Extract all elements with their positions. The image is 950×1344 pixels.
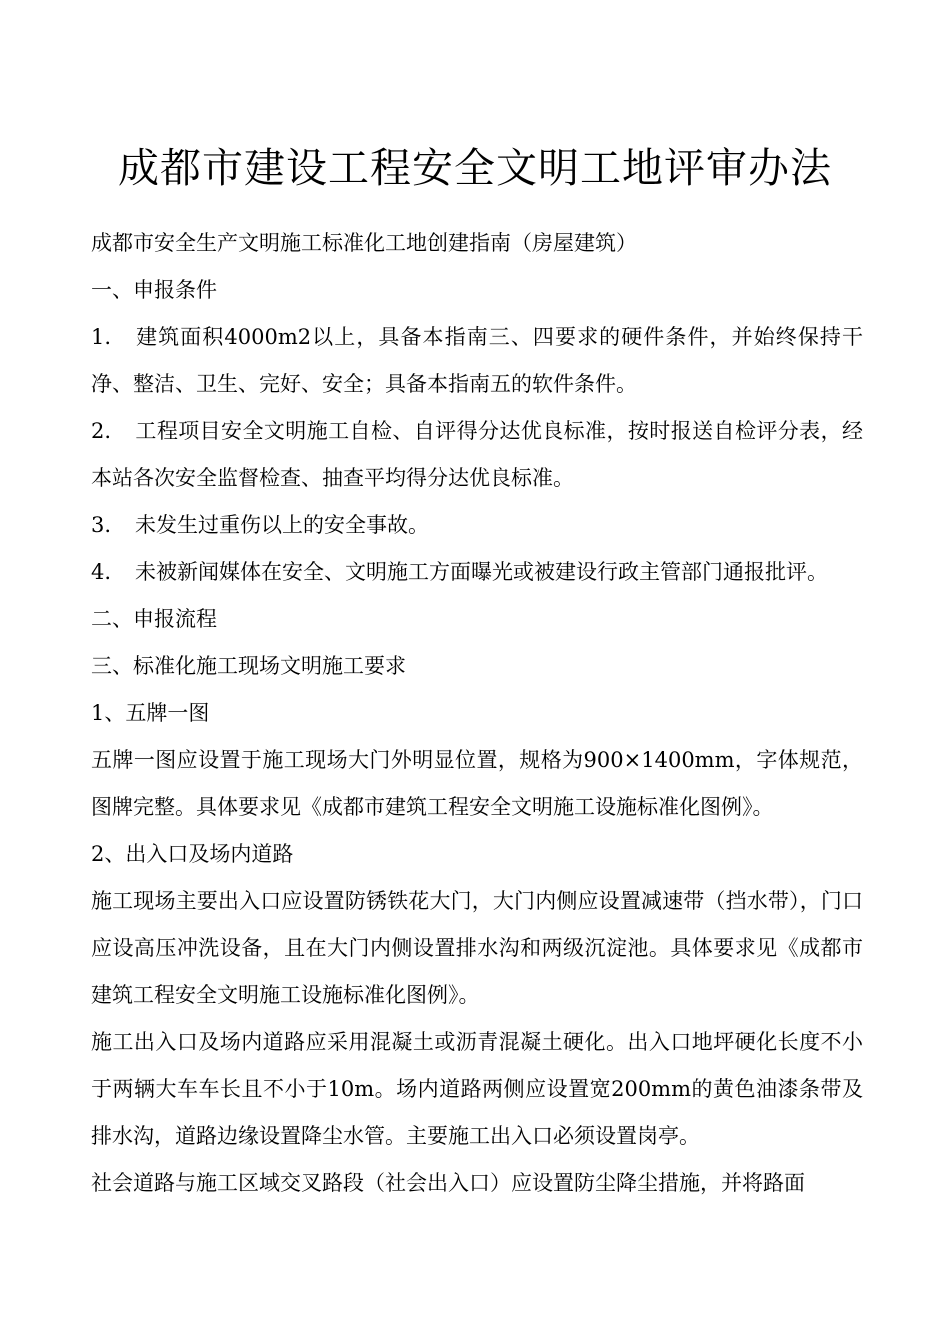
list-item-1 <box>91 314 863 408</box>
paragraph-road-hardening: 施工出入口及场内道路应采用混凝土或沥青混凝土硬化。出入口地坪硬化长度不小于两辆大车车长且不小于10m。场内道路两侧应设置宽200mm的黄色油漆条带及排水沟，道路边缘设置降尘水管。主要施工出入口必须设置岗亭。 <box>91 1030 863 1148</box>
list-item-number: 1. <box>91 325 112 349</box>
list-item-4 <box>91 549 863 596</box>
list-item-number: 3. <box>91 513 112 537</box>
list-item-number: 4. <box>91 560 112 584</box>
section-heading-application-conditions: 一、申报条件 <box>91 278 217 302</box>
list-item-number: 2. <box>91 419 112 443</box>
list-item-2 <box>91 408 863 502</box>
section-heading-application-process: 二、申报流程 <box>91 607 217 631</box>
paragraph-signboards: 五牌一图应设置于施工现场大门外明显位置，规格为900×1400mm，字体规范，图牌完整。具体要求见《成都市建筑工程安全文明施工设施标准化图例》。 <box>91 748 863 819</box>
subsection-heading-signboards: 1、五牌一图 <box>91 701 210 725</box>
section-heading-site-requirements: 三、标准化施工现场文明施工要求 <box>91 654 406 678</box>
list-item-text: 工程项目安全文明施工自检、自评得分达优良标准，按时报送自检评分表，经本站各次安全监督检查、抽查平均得分达优良标准。 <box>91 419 863 490</box>
list-item-text: 未被新闻媒体在安全、文明施工方面曝光或被建设行政主管部门通报批评。 <box>135 560 828 584</box>
document-subtitle: 成都市安全生产文明施工标准化工地创建指南（房屋建筑） <box>91 231 637 255</box>
document-title: 成都市建设工程安全文明工地评审办法 <box>118 144 832 192</box>
list-item-text: 未发生过重伤以上的安全事故。 <box>135 513 429 537</box>
paragraph-entrance-gate: 施工现场主要出入口应设置防锈铁花大门，大门内侧应设置减速带（挡水带），门口应设高压冲洗设备，且在大门内侧设置排水沟和两级沉淀池。具体要求见《成都市建筑工程安全文明施工设施标准化图例》。 <box>91 889 863 1007</box>
list-item-3 <box>91 502 863 549</box>
list-item-text: 建筑面积4000m2以上，具备本指南三、四要求的硬件条件，并始终保持干净、整洁、卫生、完好、安全；具备本指南五的软件条件。 <box>91 325 863 396</box>
subsection-heading-entrances-roads: 2、出入口及场内道路 <box>91 842 294 866</box>
document-body <box>91 220 863 1207</box>
paragraph-dust-control: 社会道路与施工区域交叉路段（社会出入口）应设置防尘降尘措施，并将路面 <box>91 1171 805 1195</box>
